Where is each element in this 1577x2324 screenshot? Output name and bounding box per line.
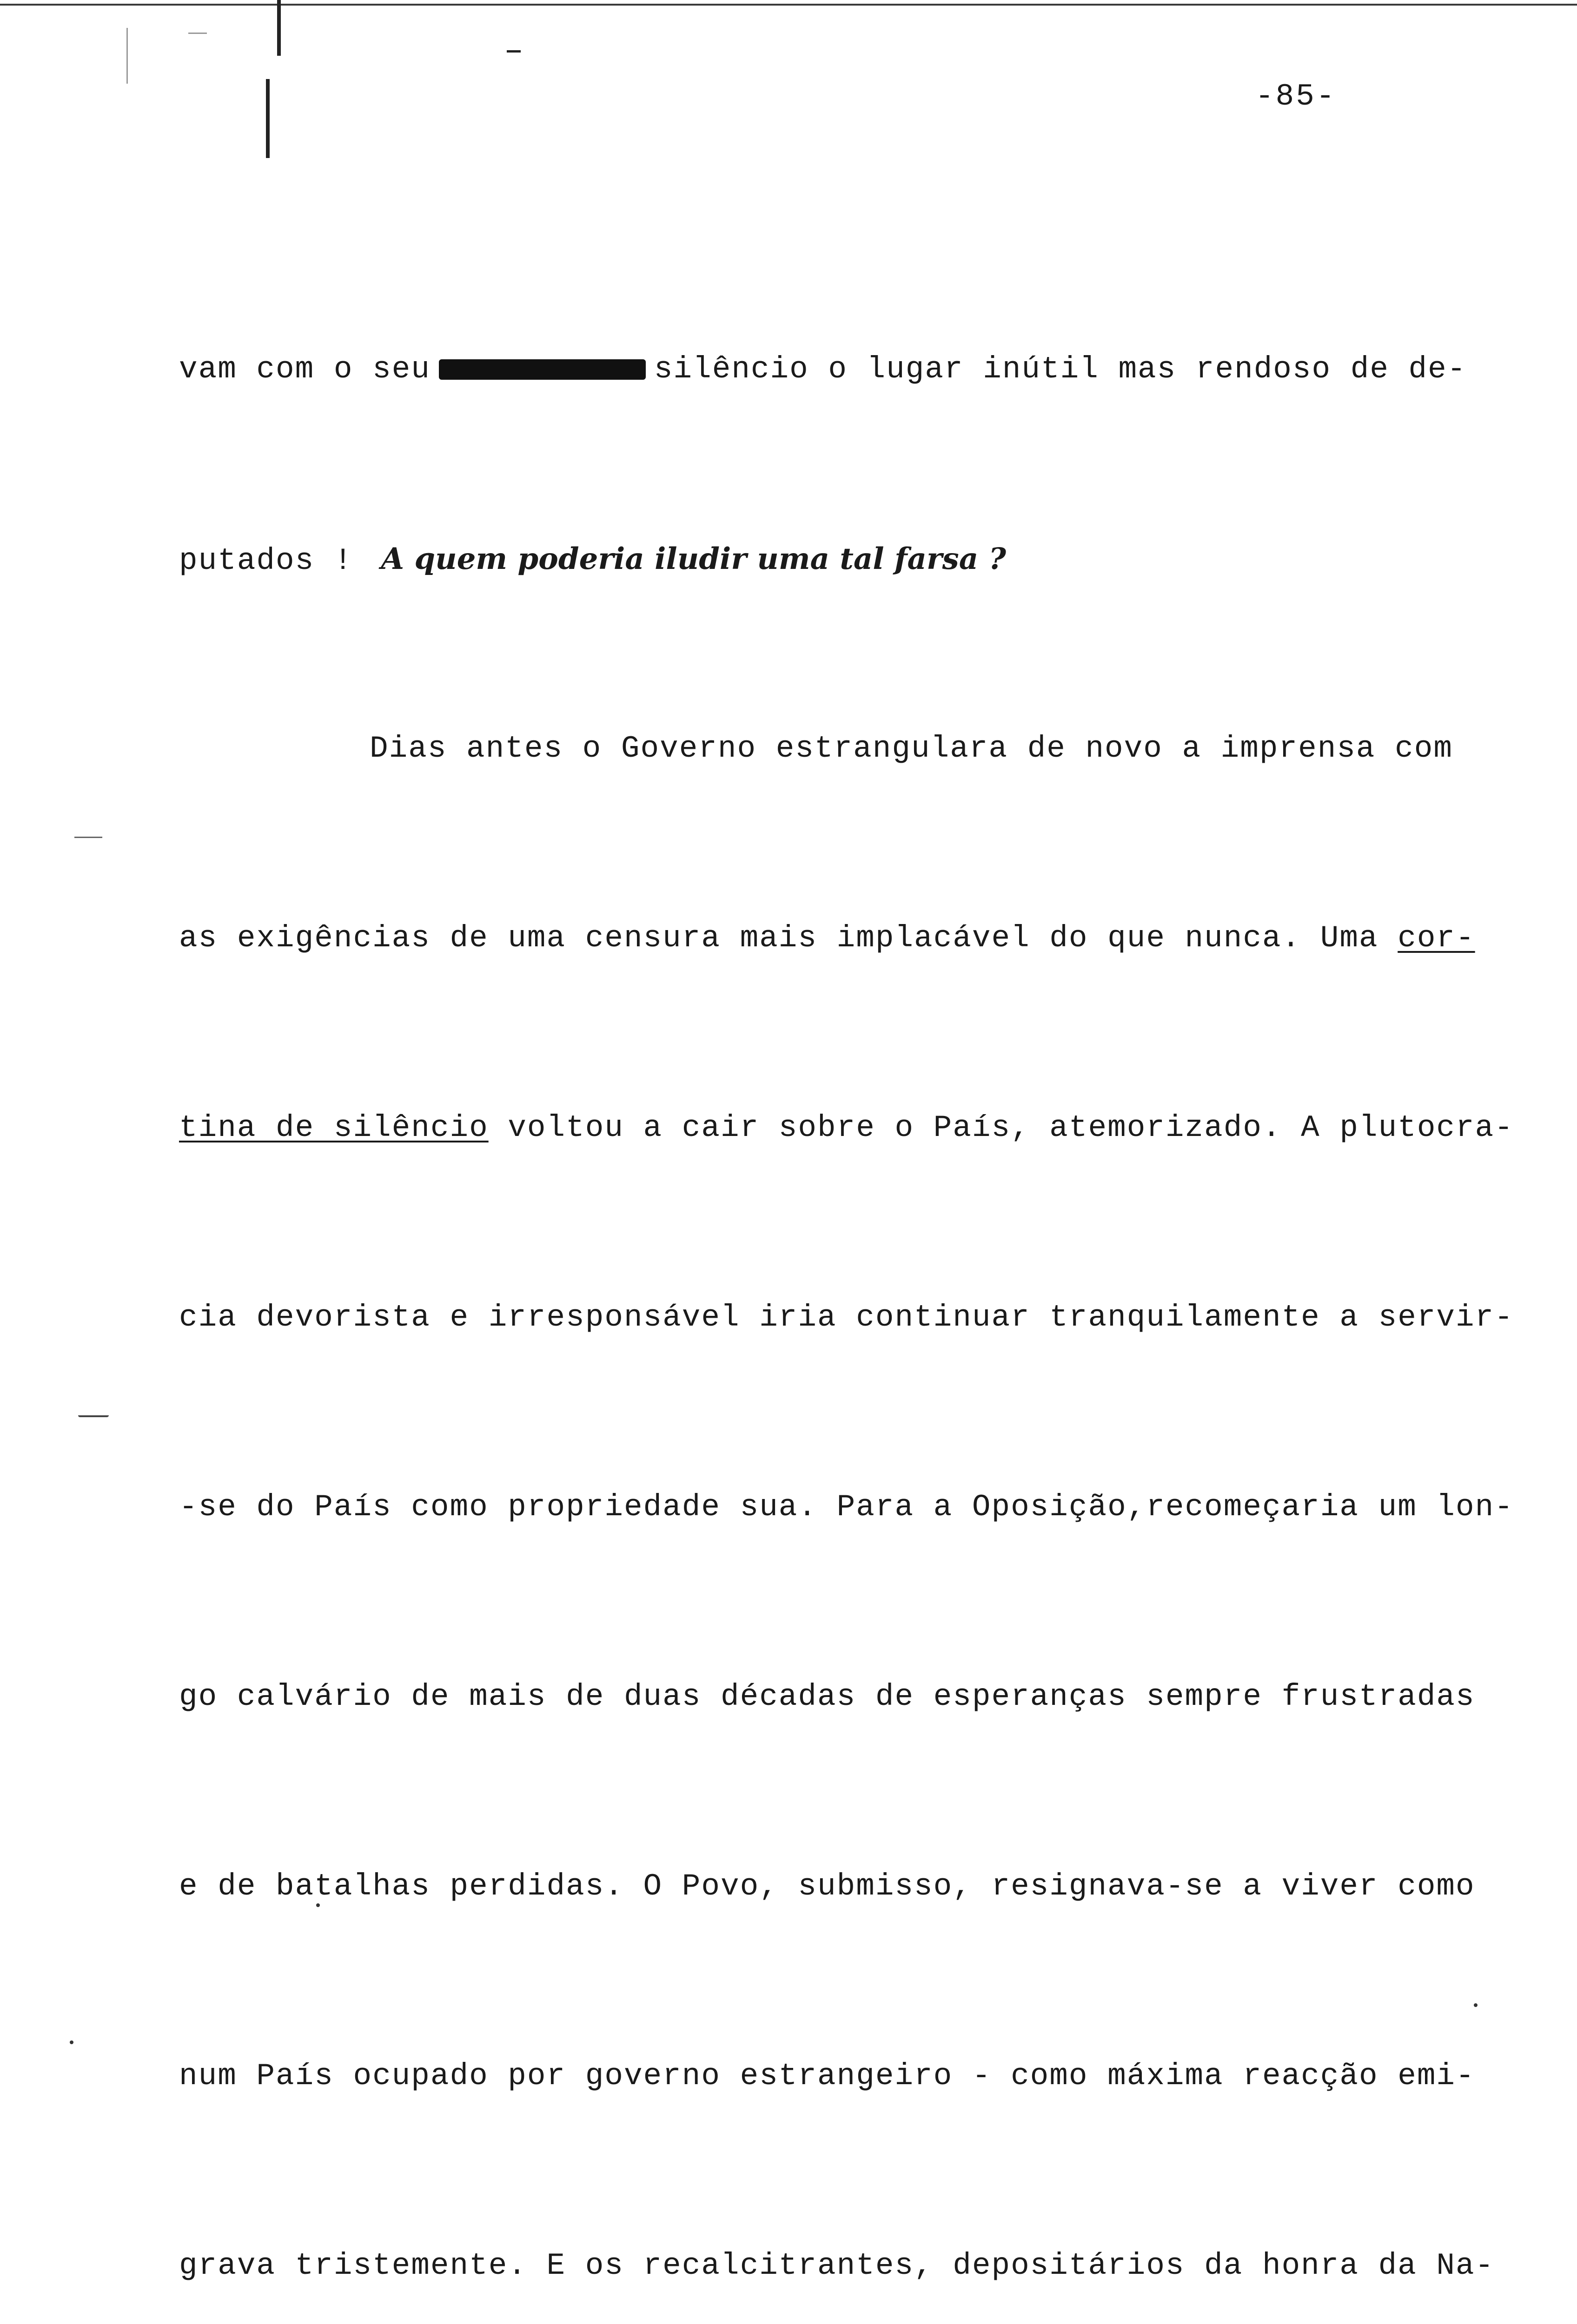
page-number: -85- [1255, 79, 1337, 114]
text-segment: voltou a cair sobre o País, atemorizado. A plutocra- [488, 1110, 1514, 1145]
scan-margin-mark [188, 33, 207, 34]
body-text [179, 211, 1514, 2324]
scan-top-edge [0, 4, 1577, 6]
text-line: go calvário de mais de duas décadas de esperanças sempre frustradas [179, 1679, 1475, 1714]
text-line: cia devorista e irresponsável iria continuar tranquilamente a servir- [179, 1300, 1514, 1335]
text-line [179, 1096, 1514, 1160]
text-line: num País ocupado por governo estrangeiro - como máxima reacção emi- [179, 2059, 1475, 2093]
text-line: grava tristemente. E os recalcitrantes, depositários da honra da Na- [179, 2248, 1495, 2283]
text-segment: Dias antes o Governo estrangulara de novo a imprensa com [370, 731, 1453, 766]
text-line [179, 528, 1499, 591]
text-line [179, 717, 1499, 780]
text-segment: vam com o seu [179, 352, 431, 387]
scan-margin-mark [507, 50, 521, 53]
text-line: -se do País como propriedade sua. Para a Oposição,recomeçaria um lon- [179, 1490, 1514, 1525]
scan-margin-mark [266, 79, 270, 158]
text-segment: as exigências de uma censura mais implacável do que nunca. Uma [179, 921, 1398, 956]
scan-margin-mark [277, 0, 281, 56]
text-line [179, 907, 1499, 970]
text-line: e de batalhas perdidas. O Povo, submisso, resignava-se a viver como [179, 1869, 1475, 1904]
scan-speck [70, 2040, 73, 2044]
scan-margin-mark [78, 1415, 109, 1417]
redaction-mark [439, 359, 646, 380]
text-segment: putados ! [179, 543, 353, 578]
underlined-phrase: tina de silêncio [179, 1110, 489, 1145]
underlined-phrase: cor- [1398, 921, 1475, 956]
text-segment: silêncio o lugar inútil mas rendoso de de- [654, 352, 1467, 387]
text-line [179, 338, 1499, 401]
scan-margin-mark [74, 837, 102, 838]
handwritten-annotation: A quem poderia iludir uma tal farsa ? [381, 541, 1006, 576]
scan-margin-mark [126, 28, 128, 84]
